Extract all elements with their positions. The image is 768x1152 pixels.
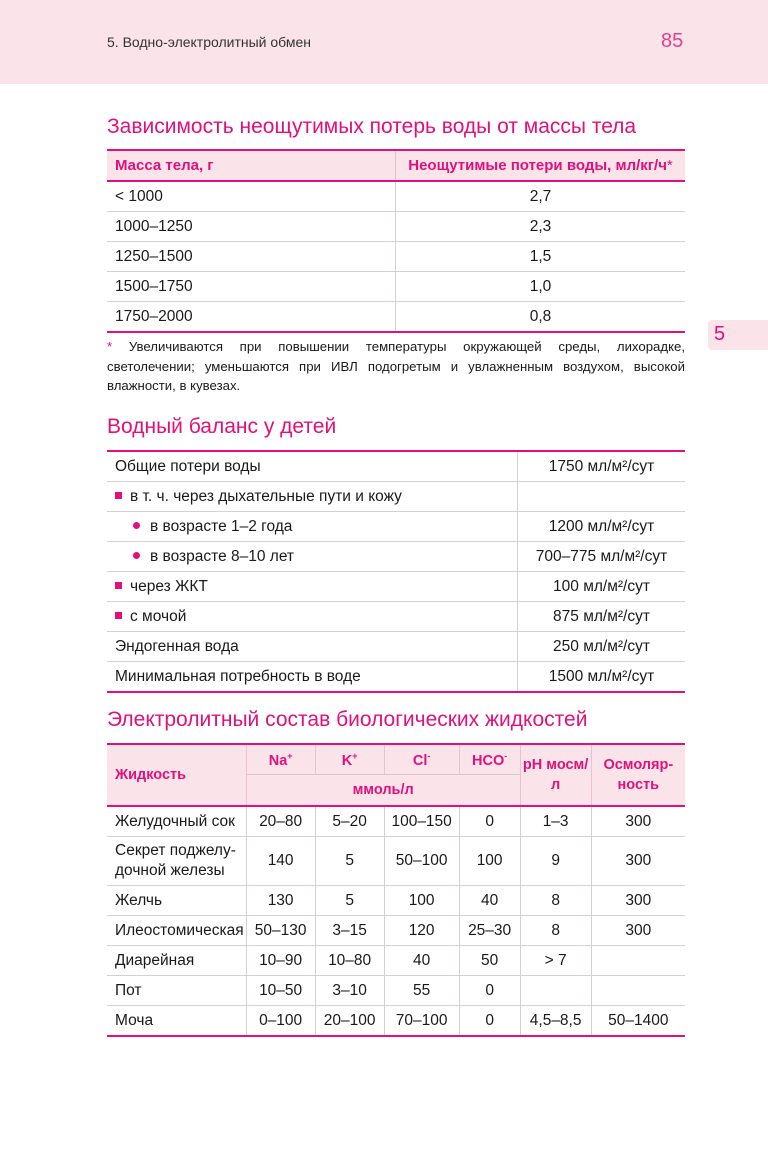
table-row (107, 482, 685, 512)
units-header: ммоль/л (246, 775, 520, 807)
footnote (107, 337, 685, 396)
na-cell: 0–100 (246, 1006, 315, 1037)
page-number: 85 (661, 30, 684, 52)
chapter-tab (708, 320, 768, 350)
na-cell: 130 (246, 886, 315, 916)
mass-cell: 1000–1250 (107, 212, 396, 242)
row-label: Минимальная потребность в воде (115, 667, 361, 685)
footnote-marker: * (107, 339, 113, 354)
k-cell: 5 (315, 837, 384, 886)
osm-cell (591, 976, 685, 1006)
osm-cell: 50–1400 (591, 1006, 685, 1037)
cl-cell: 100–150 (384, 806, 459, 837)
table-row (107, 602, 685, 632)
ph-cell: 8 (520, 886, 591, 916)
column-header-hco: HCO- (459, 744, 520, 775)
table-row (107, 212, 685, 242)
column-header-cl: Cl- (384, 744, 459, 775)
column-header-fluid: Жидкость (107, 744, 246, 806)
ph-cell: 8 (520, 916, 591, 946)
cl-cell: 50–100 (384, 837, 459, 886)
na-cell: 20–80 (246, 806, 315, 837)
osm-cell: 300 (591, 916, 685, 946)
chapter-title: 5. Водно-электролитный обмен (107, 34, 312, 50)
table-row (107, 946, 685, 976)
water-balance-table (107, 450, 685, 693)
table-row (107, 886, 685, 916)
insensible-losses-table (107, 149, 685, 333)
table-row (107, 1006, 685, 1037)
table-row (107, 632, 685, 662)
ph-cell: > 7 (520, 946, 591, 976)
column-header-k: K+ (315, 744, 384, 775)
fluid-cell: Пот (107, 976, 246, 1006)
table-row (107, 512, 685, 542)
hco-cell: 0 (459, 976, 520, 1006)
bullet-dot-icon (133, 552, 140, 559)
row-label: в возрасте 1–2 года (150, 517, 293, 535)
table-row (107, 916, 685, 946)
loss-cell: 1,5 (396, 242, 686, 272)
row-label: в т. ч. через дыхательные пути и кожу (130, 487, 402, 505)
bullet-square-icon (115, 492, 122, 499)
osm-cell (591, 946, 685, 976)
cl-cell: 100 (384, 886, 459, 916)
section-title-water-balance: Водный баланс у детей (107, 415, 337, 438)
fluid-cell: Желчь (107, 886, 246, 916)
row-value (518, 482, 686, 512)
electrolyte-table (107, 743, 685, 1037)
na-cell: 10–50 (246, 976, 315, 1006)
mass-cell: 1750–2000 (115, 307, 193, 325)
cl-cell: 55 (384, 976, 459, 1006)
fluid-cell: Диарейная (107, 946, 246, 976)
loss-cell: 0,8 (396, 302, 686, 333)
loss-cell: 1,0 (396, 272, 686, 302)
mass-cell: < 1000 (107, 181, 396, 212)
mass-cell: 1250–1500 (107, 242, 396, 272)
row-label: Эндогенная вода (107, 632, 518, 662)
k-cell: 3–15 (315, 916, 384, 946)
row-label: Общие потери воды (107, 451, 518, 482)
hco-cell: 50 (459, 946, 520, 976)
ph-cell (520, 976, 591, 1006)
na-cell: 140 (246, 837, 315, 886)
na-cell: 50–130 (246, 916, 315, 946)
k-cell: 20–100 (315, 1006, 384, 1037)
ph-cell: 9 (520, 837, 591, 886)
row-value: 875 мл/м²/сут (518, 602, 686, 632)
column-header-mass: Масса тела, г (107, 150, 396, 181)
hco-cell: 100 (459, 837, 520, 886)
k-cell: 5–20 (315, 806, 384, 837)
cl-cell: 120 (384, 916, 459, 946)
column-header-ph: pH мосм/л (520, 744, 591, 806)
bullet-square-icon (115, 612, 122, 619)
table-row (107, 302, 685, 333)
loss-cell: 2,3 (396, 212, 686, 242)
table-row (107, 572, 685, 602)
k-cell: 10–80 (315, 946, 384, 976)
column-header-osmolarity: Осмоляр-ность (591, 744, 685, 806)
table-row (107, 451, 685, 482)
hco-cell: 0 (459, 1006, 520, 1037)
osm-cell: 300 (591, 806, 685, 837)
table-row (107, 242, 685, 272)
table-row (107, 662, 685, 693)
loss-cell: 2,7 (396, 181, 686, 212)
hco-cell: 25–30 (459, 916, 520, 946)
row-label: через ЖКТ (130, 577, 208, 595)
row-label: с мочой (130, 607, 187, 625)
k-cell: 5 (315, 886, 384, 916)
osm-cell: 300 (591, 837, 685, 886)
fluid-cell: Желудочный сок (107, 806, 246, 837)
hco-cell: 40 (459, 886, 520, 916)
fluid-cell: Илеостомическая (107, 916, 246, 946)
row-value: 1750 мл/м²/сут (518, 451, 686, 482)
row-value: 250 мл/м²/сут (518, 632, 686, 662)
table-row (107, 181, 685, 212)
column-header-na: Na+ (246, 744, 315, 775)
table-row (107, 837, 685, 886)
table-row (107, 272, 685, 302)
fluid-cell: Секрет поджелу-дочной железы (107, 837, 246, 886)
cl-cell: 70–100 (384, 1006, 459, 1037)
section-title-electrolytes: Электролитный состав биологических жидкостей (107, 708, 588, 731)
cl-cell: 40 (384, 946, 459, 976)
osm-cell: 300 (591, 886, 685, 916)
table-row (107, 976, 685, 1006)
ph-cell: 4,5–8,5 (520, 1006, 591, 1037)
hco-cell: 0 (459, 806, 520, 837)
row-value: 1500 мл/м²/сут (518, 662, 686, 693)
row-value: 1200 мл/м²/сут (518, 512, 686, 542)
bullet-square-icon (115, 582, 122, 589)
table-row (107, 806, 685, 837)
table-row (107, 542, 685, 572)
chapter-tab-number: 5 (714, 323, 726, 345)
row-value: 100 мл/м²/сут (518, 572, 686, 602)
column-header-losses: Неощутимые потери воды, мл/кг/ч* (396, 150, 686, 181)
row-label: в возрасте 8–10 лет (150, 547, 295, 565)
footnote-text: Увеличиваются при повышении температуры окружающей среды, лихорадке, светолечении; уменьшаются при ИВЛ подогретым и увлажненным воздухом, высокой влажности, в кувезах. (107, 339, 685, 393)
section-title-insensible-losses: Зависимость неощутимых потерь воды от массы тела (107, 115, 637, 138)
k-cell: 3–10 (315, 976, 384, 1006)
ph-cell: 1–3 (520, 806, 591, 837)
bullet-dot-icon (133, 522, 140, 529)
row-value: 700–775 мл/м²/сут (518, 542, 686, 572)
page-header (0, 0, 768, 84)
mass-cell: 1500–1750 (107, 272, 396, 302)
fluid-cell: Моча (115, 1011, 154, 1029)
na-cell: 10–90 (246, 946, 315, 976)
